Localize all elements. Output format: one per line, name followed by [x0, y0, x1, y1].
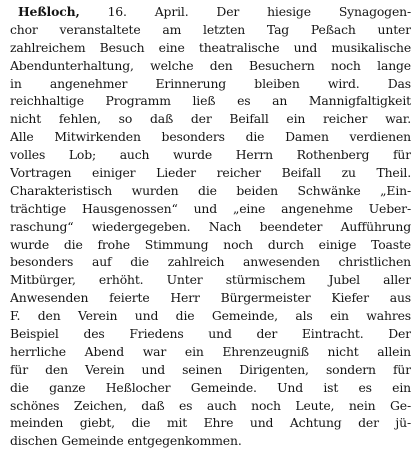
article-line-7: nicht fehlen, so daß der Beifall ein reicher war. [10, 111, 411, 127]
article-line-9: volles Lob; auch wurde Herrn Rothenberg für [10, 147, 411, 163]
article-line-23: schönes Zeichen, daß es auch noch Leute, nein Ge- [10, 397, 411, 413]
article-line-13: raschung“ wiedergegeben. Nach beendeter Aufführung [10, 218, 411, 234]
article-line-5: in angenehmer Erinnerung bleiben wird. Das [10, 75, 411, 91]
article-line-1-text: 16. April. Der hiesige Synagogen- [79, 4, 411, 19]
article-line-11: Charakteristisch wurden die beiden Schwänke „Ein- [10, 182, 411, 198]
article-line-15: besonders auf die zahlreich anwesenden christlichen [10, 254, 411, 270]
article-line-17: Anwesenden feierte Herr Bürgermeister Kiefer aus [10, 290, 411, 306]
article-line-6: reichhaltige Programm ließ es an Mannigfaltigkeit [10, 93, 411, 109]
article-line-14: wurde die frohe Stimmung noch durch einige Toaste [10, 236, 411, 252]
article-line-12: trächtige Hausgenossen“ und „eine angenehme Ueber- [10, 200, 411, 216]
article-line-19: Beispiel des Friedens und der Eintracht. Der [10, 326, 411, 342]
article-line-2: chor veranstaltete am letzten Tag Peßach unter [10, 21, 411, 37]
article-line-18: F. den Verein und die Gemeinde, als ein wahres [10, 308, 411, 324]
article-line-16: Mitbürger, erhöht. Unter stürmischem Jubel aller [10, 272, 411, 288]
article-line-24: meinden giebt, die mit Ehre und Achtung der jü- [10, 415, 411, 431]
article-line-8: Alle Mitwirkenden besonders die Damen verdienen [10, 129, 411, 145]
article-line-20: herrliche Abend war ein Ehrenzeugniß nicht allein [10, 343, 411, 359]
article-line-3: zahlreichem Besuch eine theatralische und musikalische [10, 39, 411, 55]
article-line-1 [10, 3, 411, 21]
article-line-21: für den Verein und seinen Dirigenten, sondern für [10, 361, 411, 377]
dateline-place: Heßloch, [18, 4, 80, 19]
article-text [10, 3, 411, 450]
article-line-25: dischen Gemeinde entgegenkommen. [10, 433, 242, 449]
article-line-22: die ganze Heßlocher Gemeinde. Und ist es ein [10, 379, 411, 395]
article-line-10: Vortragen einiger Lieder reicher Beifall zu Theil. [10, 165, 411, 181]
article-line-4: Abendunterhaltung, welche den Besuchern noch lange [10, 57, 411, 73]
